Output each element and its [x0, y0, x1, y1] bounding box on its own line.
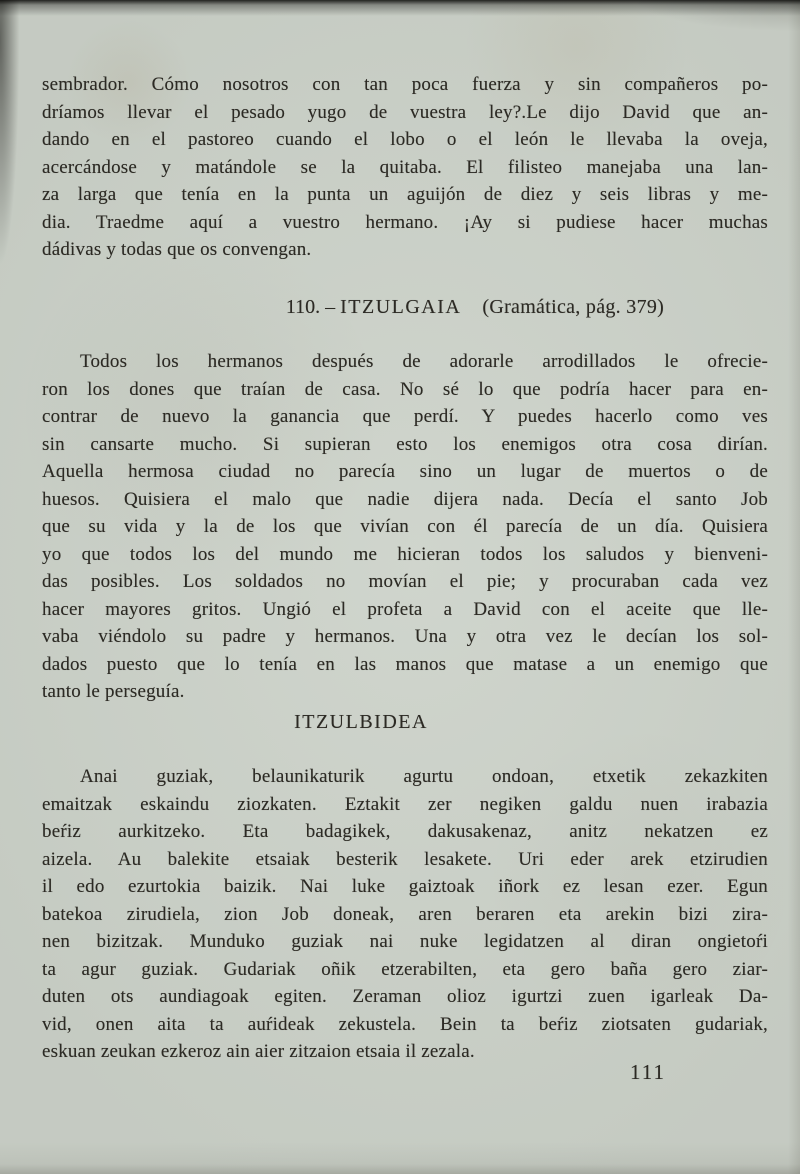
section-number: 110. –: [285, 296, 336, 318]
text-line: ron los dones que traían de casa. No sé lo que podría hacer para en-: [42, 378, 768, 400]
paragraph-spanish-2: [42, 348, 768, 706]
text-line: nen bizitzak. Munduko guziak nai nuke legidatzen al diran ongietoŕi: [42, 931, 768, 952]
text-line: yo que todos los del mundo me hicieran todos los saludos y bienveni-: [42, 543, 768, 565]
text-line: Aquella hermosa ciudad no parecía sino un lugar de muertos o de: [42, 461, 768, 482]
section-title: ITZULGAIA: [340, 296, 462, 318]
text-line: vid, onen aita ta auŕideak zekustela. Bein ta beŕiz ziotsaten gudariak,: [42, 1013, 768, 1035]
paragraph-basque: [42, 763, 768, 1066]
text-line: dando en el pastoreo cuando el lobo o el león le llevaba la oveja,: [42, 129, 768, 150]
text-line: dádivas y todas que os convengan.: [42, 239, 312, 260]
text-line: sin cansarte mucho. Si supieran esto los enemigos otra cosa dirían.: [42, 433, 768, 455]
text-line: za larga que tenía en la punta un aguijón de diez y seis libras y me-: [42, 184, 768, 205]
text-line: que su vida y la de los que vivían con él parecía de un día. Quisiera: [42, 516, 768, 537]
text-line: dríamos llevar el pesado yugo de vuestra ley?.Le dijo David que an-: [42, 101, 768, 123]
text-line: beŕiz aurkitzeko. Eta badagikek, dakusakenaz, anitz nekatzen ez: [42, 821, 768, 842]
text-line: das posibles. Los soldados no movían el pie; y procuraban cada vez: [42, 571, 768, 592]
text-line: huesos. Quisiera el malo que nadie dijera nada. Decía el santo Job: [42, 488, 768, 510]
grammar-reference: (Gramática, pág. 379): [482, 296, 665, 318]
text-line: ta agur guziak. Gudariak oñik etzerabilten, eta gero baña gero ziar-: [42, 958, 768, 980]
text-line: acercándose y matándole se la quitaba. El filisteo manejaba una lan-: [42, 156, 768, 178]
text-line: dia. Traedme aquí a vuestro hermano. ¡Ay si pudiese hacer muchas: [42, 211, 768, 233]
exercise-heading: ITZULBIDEA: [294, 711, 428, 733]
paragraph-spanish-1: [42, 71, 768, 264]
text-line: eskuan zeukan ezkeroz ain aier zitzaion etsaia il zezala.: [42, 1041, 475, 1062]
text-line: vaba viéndolo su padre y hermanos. Una y otra vez le decían los sol-: [42, 626, 768, 647]
text-line: Todos los hermanos después de adorarle arrodillados le ofrecie-: [80, 351, 768, 372]
text-line: contrar de nuevo la ganancia que perdí. Y puedes hacerlo como ves: [42, 406, 768, 427]
text-line: emaitzak eskaindu ziozkaten. Eztakit zer negiken galdu nuen irabazia: [42, 793, 768, 815]
text-line: aizela. Au balekite etsaiak besterik lesakete. Uri eder arek etzirudien: [42, 848, 768, 870]
page-number: 111: [630, 1060, 666, 1084]
text-line: hacer mayores gritos. Ungió el profeta a David con el aceite que lle-: [42, 598, 768, 620]
text-line: tanto le perseguía.: [42, 681, 185, 702]
text-line: sembrador. Cómo nosotros con tan poca fuerza y sin compañeros po-: [42, 74, 768, 95]
text-line: duten ots aundiagoak egiten. Zeraman olioz igurtzi zuen igarleak Da-: [42, 986, 768, 1007]
text-line: il edo ezurtokia baizik. Nai luke gaiztoak iñork ez lesan ezer. Egun: [42, 876, 768, 897]
section-heading: [112, 292, 800, 322]
text-line: Anai guziak, belaunikaturik agurtu ondoan, etxetik zekazkiten: [80, 766, 768, 787]
text-line: batekoa zirudiela, zion Job doneak, aren beraren eta arekin bizi zira-: [42, 903, 768, 925]
text-line: dados puesto que lo tenía en las manos que matase a un enemigo que: [42, 653, 768, 675]
